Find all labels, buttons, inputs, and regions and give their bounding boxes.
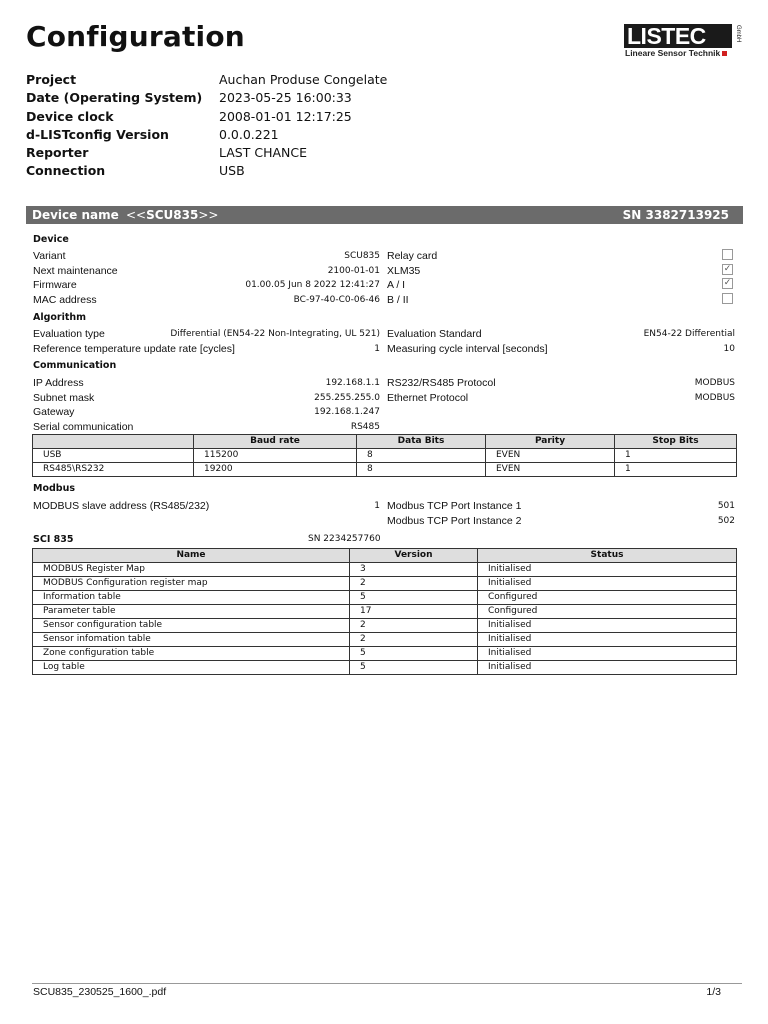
table-row bbox=[33, 577, 737, 591]
logo-suffix: GmbH bbox=[735, 25, 741, 43]
comm-field-label: Gateway bbox=[33, 406, 75, 418]
info-value: 2023-05-25 16:00:33 bbox=[219, 90, 352, 105]
column-header: Stop Bits bbox=[615, 435, 737, 449]
info-key: Date (Operating System) bbox=[26, 90, 203, 105]
footer-divider bbox=[32, 983, 742, 984]
device-serial-number: SN 3382713925 bbox=[622, 208, 729, 222]
device-field-value: SCU835 bbox=[344, 251, 380, 261]
page-title: Configuration bbox=[26, 20, 245, 53]
table-cell: Log table bbox=[33, 661, 350, 675]
table-cell: USB bbox=[33, 449, 194, 463]
table-cell: 5 bbox=[350, 647, 478, 661]
modbus-field-label: MODBUS slave address (RS485/232) bbox=[33, 500, 210, 512]
comm-field-value: MODBUS bbox=[694, 378, 735, 388]
table-cell: Initialised bbox=[478, 619, 737, 633]
table-row bbox=[33, 619, 737, 633]
section-heading-sci: SCI 835 bbox=[33, 534, 74, 545]
table-cell: 8 bbox=[357, 463, 486, 477]
table-cell: Sensor configuration table bbox=[33, 619, 350, 633]
algorithm-field-value: EN54-22 Differential bbox=[643, 329, 735, 339]
section-heading-algorithm: Algorithm bbox=[33, 312, 87, 323]
table-cell: Configured bbox=[478, 591, 737, 605]
column-header: Data Bits bbox=[357, 435, 486, 449]
table-cell: 2 bbox=[350, 619, 478, 633]
section-heading-modbus: Modbus bbox=[33, 483, 75, 494]
table-cell: EVEN bbox=[486, 463, 615, 477]
table-cell: 2 bbox=[350, 633, 478, 647]
comm-field-value: 192.168.1.247 bbox=[314, 407, 380, 417]
table-cell: Configured bbox=[478, 605, 737, 619]
comm-field-label: Serial communication bbox=[33, 421, 134, 433]
modbus-field-value: 501 bbox=[717, 501, 735, 511]
option-label: XLM35 bbox=[387, 265, 421, 277]
a-i-checkbox[interactable]: ✓ bbox=[723, 278, 732, 288]
table-cell: EVEN bbox=[486, 449, 615, 463]
option-label: B / II bbox=[387, 294, 409, 306]
device-field-value: BC-97-40-C0-06-46 bbox=[293, 295, 380, 305]
info-key: d-LISTconfig Version bbox=[26, 127, 169, 142]
table-cell: Initialised bbox=[478, 577, 737, 591]
table-cell: Parameter table bbox=[33, 605, 350, 619]
company-logo bbox=[624, 24, 744, 56]
algorithm-field-label: Evaluation Standard bbox=[387, 328, 482, 340]
table-cell: Information table bbox=[33, 591, 350, 605]
info-value: USB bbox=[219, 163, 245, 178]
logo-red-square-icon bbox=[722, 51, 727, 56]
logo-tagline bbox=[625, 48, 727, 58]
device-name-text: SCU835 bbox=[146, 208, 199, 222]
algorithm-field-value: 1 bbox=[374, 344, 380, 354]
column-header: Baud rate bbox=[194, 435, 357, 449]
algorithm-field-label: Measuring cycle interval [seconds] bbox=[387, 343, 548, 355]
footer-filename: SCU835_230525_1600_.pdf bbox=[33, 986, 167, 998]
table-cell: 19200 bbox=[194, 463, 357, 477]
sci-tables-table bbox=[32, 548, 737, 675]
table-cell: Initialised bbox=[478, 661, 737, 675]
modbus-field-label: Modbus TCP Port Instance 2 bbox=[387, 515, 522, 527]
column-header: Status bbox=[478, 549, 737, 563]
comm-field-label: Ethernet Protocol bbox=[387, 392, 469, 404]
footer-page-number: 1/3 bbox=[706, 986, 721, 998]
table-row bbox=[33, 647, 737, 661]
info-key: Project bbox=[26, 72, 77, 87]
table-cell: MODBUS Configuration register map bbox=[33, 577, 350, 591]
table-row bbox=[33, 463, 737, 477]
comm-field-label: Subnet mask bbox=[33, 392, 95, 404]
comm-field-value: MODBUS bbox=[694, 393, 735, 403]
section-heading-communication: Communication bbox=[33, 360, 117, 371]
table-cell: 3 bbox=[350, 563, 478, 577]
comm-field-value: RS485 bbox=[350, 422, 380, 432]
info-value: 0.0.0.221 bbox=[219, 127, 279, 142]
device-name-suffix: >> bbox=[198, 208, 219, 222]
algorithm-field-value: Differential (EN54-22 Non-Integrating, UL 521) bbox=[170, 329, 380, 339]
table-cell: 2 bbox=[350, 577, 478, 591]
column-header: Name bbox=[33, 549, 350, 563]
sci-serial-number: SN 2234257760 bbox=[308, 534, 381, 544]
table-cell: Zone configuration table bbox=[33, 647, 350, 661]
device-field-value: 01.00.05 Jun 8 2022 12:41:27 bbox=[245, 280, 380, 290]
table-cell: Initialised bbox=[478, 563, 737, 577]
comm-field-value: 255.255.255.0 bbox=[314, 393, 380, 403]
table-row bbox=[33, 591, 737, 605]
info-key: Reporter bbox=[26, 145, 89, 160]
column-header: Version bbox=[350, 549, 478, 563]
table-row bbox=[33, 449, 737, 463]
logo-wordmark: LISTEC bbox=[624, 24, 732, 48]
device-name-value bbox=[126, 208, 218, 222]
info-value: Auchan Produse Congelate bbox=[219, 72, 388, 87]
info-key: Connection bbox=[26, 163, 106, 178]
serial-settings-table bbox=[32, 434, 737, 477]
table-row bbox=[33, 563, 737, 577]
table-cell: Initialised bbox=[478, 633, 737, 647]
device-field-label: Variant bbox=[33, 250, 66, 262]
b-ii-checkbox[interactable] bbox=[722, 293, 733, 304]
device-field-label: Next maintenance bbox=[33, 265, 118, 277]
table-cell: 1 bbox=[615, 449, 737, 463]
option-label: A / I bbox=[387, 279, 406, 291]
device-field-label: MAC address bbox=[33, 294, 97, 306]
comm-field-label: IP Address bbox=[33, 377, 84, 389]
modbus-field-value: 502 bbox=[717, 516, 735, 526]
table-cell: 5 bbox=[350, 661, 478, 675]
comm-field-value: 192.168.1.1 bbox=[325, 378, 380, 388]
modbus-field-label: Modbus TCP Port Instance 1 bbox=[387, 500, 522, 512]
table-cell: 17 bbox=[350, 605, 478, 619]
section-heading-device: Device bbox=[33, 234, 69, 245]
option-label: Relay card bbox=[387, 250, 438, 262]
modbus-field-value: 1 bbox=[374, 501, 380, 511]
table-header-row bbox=[33, 435, 737, 449]
table-row bbox=[33, 605, 737, 619]
column-header bbox=[33, 435, 194, 449]
relay-card-checkbox[interactable] bbox=[722, 249, 733, 260]
device-name-prefix: << bbox=[126, 208, 147, 222]
logo-tagline-text: Lineare Sensor Technik bbox=[625, 48, 721, 58]
algorithm-field-label: Evaluation type bbox=[33, 328, 105, 340]
comm-field-label: RS232/RS485 Protocol bbox=[387, 377, 496, 389]
algorithm-field-value: 10 bbox=[723, 344, 735, 354]
info-value: 2008-01-01 12:17:25 bbox=[219, 109, 352, 124]
info-value: LAST CHANCE bbox=[219, 145, 308, 160]
table-cell: Initialised bbox=[478, 647, 737, 661]
table-cell: 115200 bbox=[194, 449, 357, 463]
table-cell: 1 bbox=[615, 463, 737, 477]
table-header-row bbox=[33, 549, 737, 563]
xlm35-checkbox[interactable]: ✓ bbox=[723, 264, 732, 274]
table-cell: MODBUS Register Map bbox=[33, 563, 350, 577]
table-cell: RS485\RS232 bbox=[33, 463, 194, 477]
column-header: Parity bbox=[486, 435, 615, 449]
algorithm-field-label: Reference temperature update rate [cycles] bbox=[33, 343, 235, 355]
device-name-bar bbox=[26, 206, 743, 224]
table-row bbox=[33, 633, 737, 647]
info-key: Device clock bbox=[26, 109, 114, 124]
device-field-value: 2100-01-01 bbox=[327, 266, 380, 276]
table-cell: 8 bbox=[357, 449, 486, 463]
table-cell: 5 bbox=[350, 591, 478, 605]
device-name-label: Device name bbox=[32, 208, 119, 222]
table-row bbox=[33, 661, 737, 675]
table-cell: Sensor infomation table bbox=[33, 633, 350, 647]
device-field-label: Firmware bbox=[33, 279, 77, 291]
